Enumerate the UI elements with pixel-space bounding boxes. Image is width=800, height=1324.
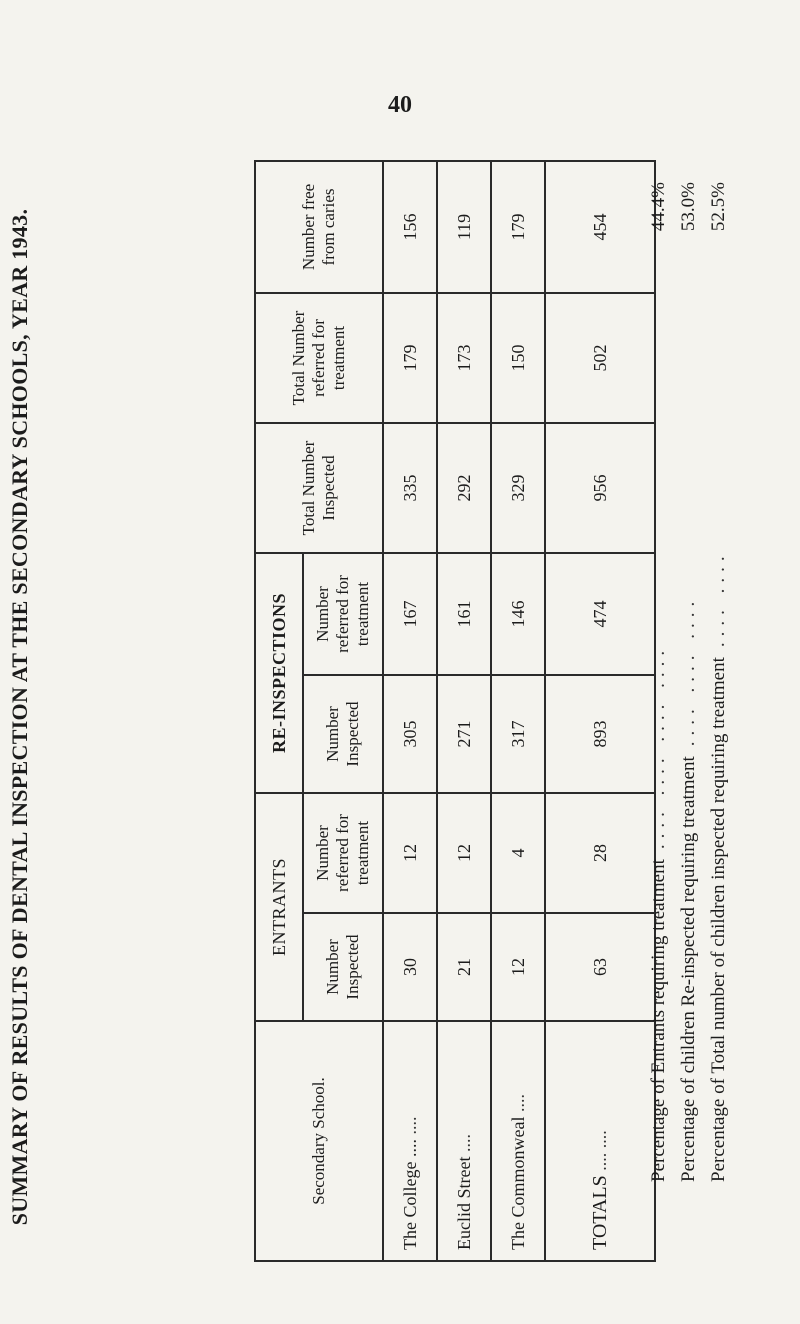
reinspected-cell: 317 — [491, 675, 545, 793]
reinspected-total: 893 — [545, 675, 655, 793]
entrants-inspected-total: 63 — [545, 913, 655, 1021]
rotated-page-content — [0, 102, 729, 1282]
school-label: The College .... — [400, 1139, 420, 1250]
total-referred-cell: 179 — [383, 293, 437, 423]
reinspections-referred-header: Number referred for treatment — [303, 553, 383, 675]
school-label: The Commonweal — [508, 1116, 528, 1250]
totals-text: TOTALS — [589, 1175, 611, 1250]
table-row — [491, 161, 545, 1261]
percentage-row — [674, 182, 704, 1182]
entrants-referred-header: Number referred for treatment — [303, 793, 383, 913]
percentage-label: Percentage of children Re-inspected requiring treatment — [678, 756, 699, 1182]
free-from-caries-cell: 119 — [437, 161, 491, 293]
total-referred-cell: 150 — [491, 293, 545, 423]
percentages-block — [644, 182, 734, 1182]
entrants-inspected-cell: 30 — [383, 913, 437, 1021]
entrants-referred-total: 28 — [545, 793, 655, 913]
entrants-inspected-cell: 12 — [491, 913, 545, 1021]
school-name — [491, 1021, 545, 1261]
reinspected-referred-cell: 161 — [437, 553, 491, 675]
header-row-1 — [255, 161, 303, 1261]
free-from-caries-cell: 179 — [491, 161, 545, 293]
total-referred-header: Total Number referred for treatment — [255, 293, 383, 423]
total-inspected-total: 956 — [545, 423, 655, 553]
percentage-value: 44.4% — [648, 182, 669, 232]
reinspected-referred-total: 474 — [545, 553, 655, 675]
school-label: Euclid Street — [454, 1156, 474, 1250]
results-table — [254, 160, 656, 1262]
percentage-value: 53.0% — [678, 182, 699, 232]
total-inspected-cell: 292 — [437, 423, 491, 553]
entrants-referred-cell: 4 — [491, 793, 545, 913]
dot-leader: .... — [454, 1134, 474, 1153]
table-row — [437, 161, 491, 1261]
total-referred-total: 502 — [545, 293, 655, 423]
dot-leader: .... — [590, 1130, 610, 1149]
dot-leader: .... .... .... — [678, 595, 699, 747]
percentage-row — [644, 182, 674, 1182]
free-from-caries-header: Number free from caries — [255, 161, 383, 293]
dot-leader: .... .... — [708, 550, 729, 648]
reinspections-header: RE-INSPECTIONS — [255, 553, 303, 793]
dot-leader: .... — [400, 1116, 420, 1135]
total-referred-cell: 173 — [437, 293, 491, 423]
page-number: 40 — [388, 92, 412, 118]
total-inspected-header: Total Number Inspected — [255, 423, 383, 553]
total-inspected-cell: 335 — [383, 423, 437, 553]
reinspected-referred-cell: 146 — [491, 553, 545, 675]
reinspections-inspected-header: Number Inspected — [303, 675, 383, 793]
reinspected-referred-cell: 167 — [383, 553, 437, 675]
reinspected-cell: 271 — [437, 675, 491, 793]
total-inspected-cell: 329 — [491, 423, 545, 553]
entrants-inspected-header: Number Inspected — [303, 913, 383, 1021]
entrants-header: ENTRANTS — [255, 793, 303, 1021]
percentage-label: Percentage of Total number of children inspected requiring treatment — [708, 657, 729, 1182]
totals-label — [545, 1021, 655, 1261]
entrants-referred-cell: 12 — [437, 793, 491, 913]
totals-row — [545, 161, 655, 1261]
percentage-label: Percentage of Entrants requiring treatment — [648, 859, 669, 1182]
entrants-referred-cell: 12 — [383, 793, 437, 913]
dot-leader: .... .... .... .... — [648, 644, 669, 850]
free-from-caries-total: 454 — [545, 161, 655, 293]
table-row — [383, 161, 437, 1261]
free-from-caries-cell: 156 — [383, 161, 437, 293]
school-name — [383, 1021, 437, 1261]
percentage-value: 52.5% — [708, 182, 729, 232]
reinspected-cell: 305 — [383, 675, 437, 793]
page-title: SUMMARY OF RESULTS OF DENTAL INSPECTION AT THE SECONDARY SCHOOLS, YEAR 1943. — [7, 208, 32, 1226]
entrants-inspected-cell: 21 — [437, 913, 491, 1021]
dot-leader: .... — [508, 1094, 528, 1113]
dot-leader: .... — [590, 1152, 610, 1171]
percentage-row — [704, 182, 734, 1182]
school-name — [437, 1021, 491, 1261]
school-header: Secondary School. — [255, 1021, 383, 1261]
